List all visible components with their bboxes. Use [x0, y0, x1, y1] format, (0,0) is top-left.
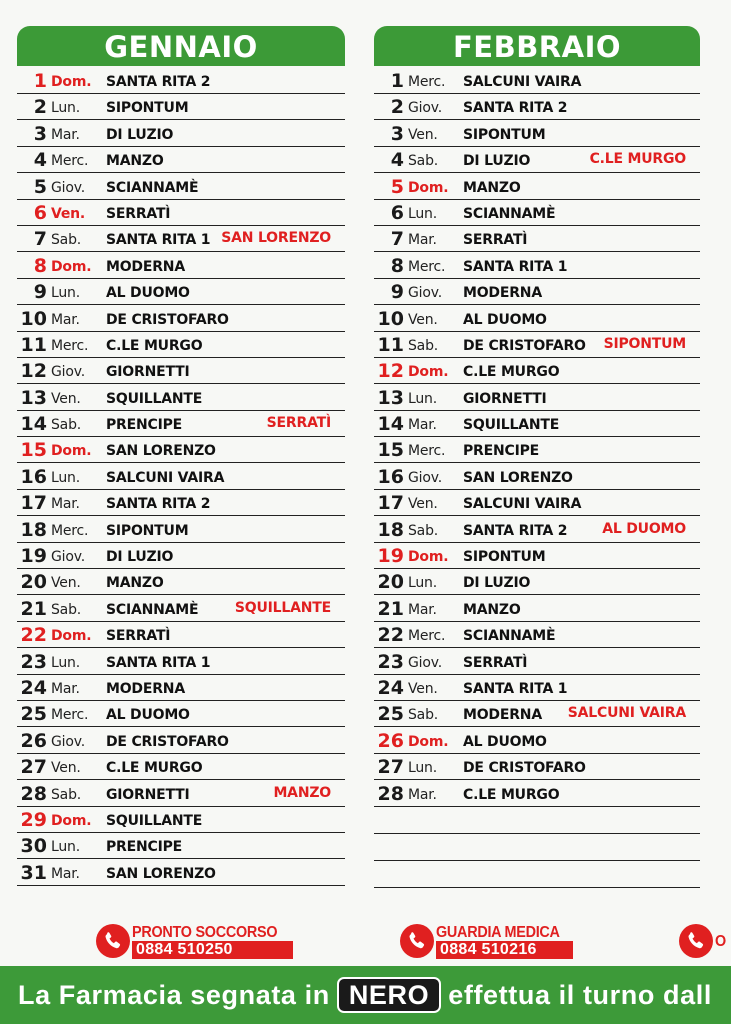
- weekday: Merc.: [51, 337, 89, 354]
- day-list: [374, 66, 700, 888]
- day-row: [17, 332, 345, 358]
- pharmacy-name: SERRATÌ: [463, 232, 528, 249]
- day-row: [17, 411, 345, 437]
- weekday: Giov.: [51, 733, 85, 750]
- day-row: [17, 622, 345, 648]
- pharmacy-name: DI LUZIO: [463, 153, 531, 170]
- badge-title: O: [715, 932, 726, 950]
- day-number: 20: [20, 571, 47, 594]
- pharmacy-name: SQUILLANTE: [106, 812, 203, 829]
- day-row: [374, 279, 700, 305]
- weekday: Dom.: [51, 812, 92, 829]
- weekday: Giov.: [51, 364, 85, 381]
- day-number: 28: [377, 782, 404, 805]
- weekday: Lun.: [51, 654, 80, 671]
- day-row: [17, 833, 345, 859]
- weekday: Mar.: [408, 417, 437, 434]
- pharmacy-name: SANTA RITA 1: [106, 654, 211, 671]
- day-row: [17, 701, 345, 727]
- pharmacy-name: SERRATÌ: [463, 654, 528, 671]
- footer-text-after: effettua il turno dall: [448, 979, 712, 1010]
- emergency-badge-pronto-soccorso: [96, 920, 293, 962]
- day-row: [17, 727, 345, 753]
- weekday: Merc.: [51, 707, 89, 724]
- emergency-badge-guardia-medica: [400, 920, 573, 962]
- day-row: [17, 675, 345, 701]
- day-row: [374, 173, 700, 199]
- pharmacy-name: AL DUOMO: [106, 707, 190, 724]
- weekday: Lun.: [408, 760, 437, 777]
- day-number: 10: [377, 307, 404, 330]
- weekday: Mar.: [51, 496, 80, 513]
- pharmacy-name: C.LE MURGO: [106, 760, 203, 777]
- weekday: Giov.: [408, 100, 442, 117]
- day-row: [17, 543, 345, 569]
- day-row: [17, 200, 345, 226]
- day-list: [17, 66, 345, 886]
- weekday: Merc.: [51, 153, 89, 170]
- day-row: [374, 622, 700, 648]
- pharmacy-name: SANTA RITA 1: [463, 680, 568, 697]
- weekday: Dom.: [408, 179, 449, 196]
- weekday: Giov.: [408, 285, 442, 302]
- day-number: 20: [377, 571, 404, 594]
- weekday: Sab.: [51, 786, 82, 803]
- badge-phone: 0884 510216: [436, 941, 573, 959]
- day-number: 18: [377, 518, 404, 541]
- day-number: 13: [377, 386, 404, 409]
- weekday: Sab.: [51, 417, 82, 434]
- day-row: [17, 384, 345, 410]
- pharmacy-name: GIORNETTI: [463, 390, 547, 407]
- day-number: 6: [33, 201, 47, 224]
- day-number: 12: [377, 360, 404, 383]
- day-row: [374, 411, 700, 437]
- day-row: [17, 94, 345, 120]
- phone-icon: [400, 924, 434, 958]
- day-row: [374, 595, 700, 621]
- day-row: [17, 147, 345, 173]
- day-row: [17, 463, 345, 489]
- day-number: 23: [377, 650, 404, 673]
- day-row: [17, 569, 345, 595]
- weekday: Ven.: [408, 680, 438, 697]
- badge-phone: 0884 510250: [132, 941, 293, 959]
- day-number: 6: [390, 201, 404, 224]
- weekday: Merc.: [51, 522, 89, 539]
- weekday: Merc.: [408, 74, 446, 90]
- month-january: [17, 26, 345, 886]
- pharmacy-name: DI LUZIO: [463, 575, 531, 592]
- weekday: Dom.: [408, 364, 449, 381]
- day-number: 8: [33, 254, 47, 277]
- day-number: 31: [20, 861, 47, 884]
- empty-row: [374, 807, 700, 834]
- pharmacy-name: DI LUZIO: [106, 549, 174, 566]
- pharmacy-name: SQUILLANTE: [463, 417, 560, 434]
- month-title: GENNAIO: [17, 26, 345, 66]
- day-row: [374, 780, 700, 806]
- weekday: Sab.: [408, 707, 439, 724]
- weekday: Lun.: [408, 575, 437, 592]
- pharmacy-name: SERRATÌ: [106, 205, 171, 222]
- day-row: [374, 543, 700, 569]
- weekday: Mar.: [51, 680, 80, 697]
- pharmacy-name: DE CRISTOFARO: [463, 760, 586, 777]
- day-number: 30: [20, 835, 47, 858]
- pharmacy-name: C.LE MURGO: [463, 786, 560, 803]
- pharmacy-name: SANTA RITA 2: [463, 522, 568, 539]
- pharmacy-name: SIPONTUM: [463, 549, 546, 566]
- day-number: 19: [377, 545, 404, 568]
- day-row: [374, 358, 700, 384]
- phone-icon: [679, 924, 713, 958]
- day-row: [17, 754, 345, 780]
- day-number: 25: [20, 703, 47, 726]
- day-row: [17, 595, 345, 621]
- alternate-pharmacy: MANZO: [273, 784, 331, 801]
- weekday: Giov.: [51, 179, 85, 196]
- day-number: 5: [33, 175, 47, 198]
- pharmacy-name: PRENCIPE: [106, 839, 183, 856]
- pharmacy-name: PRENCIPE: [106, 417, 183, 434]
- day-row: [374, 332, 700, 358]
- weekday: Mar.: [408, 786, 437, 803]
- alternate-pharmacy: SERRATÌ: [266, 415, 331, 432]
- pharmacy-name: SANTA RITA 2: [463, 100, 568, 117]
- day-row: [17, 358, 345, 384]
- day-row: [374, 120, 700, 146]
- day-row: [374, 754, 700, 780]
- day-number: 16: [377, 465, 404, 488]
- day-row: [374, 648, 700, 674]
- badge-title: PRONTO SOCCORSO: [132, 923, 278, 941]
- weekday: Ven.: [408, 311, 438, 328]
- weekday: Dom.: [408, 549, 449, 566]
- day-number: 2: [33, 96, 47, 119]
- day-number: 13: [20, 386, 47, 409]
- day-number: 24: [377, 676, 404, 699]
- alternate-pharmacy: C.LE MURGO: [589, 151, 686, 168]
- day-row: [374, 569, 700, 595]
- weekday: Merc.: [408, 443, 446, 460]
- weekday: Lun.: [51, 285, 80, 302]
- weekday: Sab.: [408, 153, 439, 170]
- pharmacy-name: GIORNETTI: [106, 786, 190, 803]
- weekday: Dom.: [51, 443, 92, 460]
- alternate-pharmacy: AL DUOMO: [602, 520, 686, 537]
- weekday: Giov.: [51, 549, 85, 566]
- day-number: 14: [377, 413, 404, 436]
- day-row: [374, 226, 700, 252]
- footer-text-before: La Farmacia segnata in: [18, 979, 330, 1010]
- day-row: [17, 490, 345, 516]
- pharmacy-name: SANTA RITA 1: [463, 258, 568, 275]
- pharmacy-name: MANZO: [106, 575, 164, 592]
- weekday: Ven.: [51, 205, 86, 222]
- day-row: [17, 279, 345, 305]
- day-row: [17, 807, 345, 833]
- pharmacy-name: MODERNA: [463, 707, 542, 724]
- day-row: [374, 200, 700, 226]
- weekday: Lun.: [51, 839, 80, 856]
- day-number: 10: [20, 307, 47, 330]
- day-row: [374, 66, 700, 94]
- pharmacy-name: MANZO: [463, 601, 521, 618]
- day-number: 23: [20, 650, 47, 673]
- day-number: 1: [390, 70, 404, 92]
- weekday: Mar.: [51, 311, 80, 328]
- emergency-badge-cut: [679, 920, 731, 962]
- pharmacy-name: SERRATÌ: [106, 628, 171, 645]
- pharmacy-name: DI LUZIO: [106, 126, 174, 143]
- weekday: Sab.: [51, 232, 82, 249]
- weekday: Dom.: [51, 258, 92, 275]
- day-number: 5: [390, 175, 404, 198]
- pharmacy-name: SQUILLANTE: [106, 390, 203, 407]
- pharmacy-name: AL DUOMO: [463, 733, 547, 750]
- day-number: 3: [390, 122, 404, 145]
- weekday: Mar.: [408, 601, 437, 618]
- day-number: 16: [20, 465, 47, 488]
- footer-banner: [0, 966, 731, 1024]
- day-row: [374, 94, 700, 120]
- day-number: 8: [390, 254, 404, 277]
- weekday: Sab.: [408, 337, 439, 354]
- weekday: Giov.: [408, 654, 442, 671]
- pharmacy-name: MODERNA: [106, 680, 185, 697]
- weekday: Giov.: [408, 469, 442, 486]
- day-number: 11: [377, 333, 404, 356]
- alternate-pharmacy: SALCUNI VAIRA: [567, 705, 686, 722]
- pharmacy-name: SANTA RITA 2: [106, 496, 211, 513]
- weekday: Ven.: [51, 760, 81, 777]
- day-number: 22: [377, 624, 404, 647]
- day-number: 21: [20, 597, 47, 620]
- pharmacy-name: DE CRISTOFARO: [106, 733, 229, 750]
- day-row: [17, 437, 345, 463]
- pharmacy-name: SALCUNI VAIRA: [463, 74, 582, 90]
- pharmacy-name: DE CRISTOFARO: [106, 311, 229, 328]
- day-row: [374, 384, 700, 410]
- pharmacy-name: MODERNA: [106, 258, 185, 275]
- pharmacy-name: SALCUNI VAIRA: [106, 469, 225, 486]
- day-row: [17, 516, 345, 542]
- weekday: Mar.: [51, 865, 80, 882]
- day-number: 9: [33, 281, 47, 304]
- day-number: 12: [20, 360, 47, 383]
- day-number: 28: [20, 782, 47, 805]
- weekday: Dom.: [51, 628, 92, 645]
- pharmacy-name: C.LE MURGO: [106, 337, 203, 354]
- day-number: 18: [20, 518, 47, 541]
- day-row: [374, 147, 700, 173]
- weekday: Dom.: [51, 74, 92, 90]
- day-row: [17, 780, 345, 806]
- day-number: 4: [390, 149, 404, 172]
- weekday: Mar.: [51, 126, 80, 143]
- alternate-pharmacy: SAN LORENZO: [221, 230, 331, 247]
- day-number: 15: [377, 439, 404, 462]
- day-number: 26: [20, 729, 47, 752]
- weekday: Lun.: [51, 100, 80, 117]
- day-row: [374, 490, 700, 516]
- day-row: [17, 859, 345, 885]
- day-row: [17, 173, 345, 199]
- alternate-pharmacy: SQUILLANTE: [234, 599, 331, 616]
- pharmacy-name: SANTA RITA 2: [106, 74, 211, 90]
- month-february: [374, 26, 700, 888]
- pharmacy-name: AL DUOMO: [106, 285, 190, 302]
- weekday: Ven.: [408, 496, 438, 513]
- day-number: 3: [33, 122, 47, 145]
- day-row: [17, 305, 345, 331]
- day-row: [374, 701, 700, 727]
- pharmacy-name: SIPONTUM: [106, 522, 189, 539]
- day-number: 24: [20, 676, 47, 699]
- pharmacy-name: GIORNETTI: [106, 364, 190, 381]
- day-number: 27: [20, 756, 47, 779]
- day-number: 15: [20, 439, 47, 462]
- pharmacy-name: C.LE MURGO: [463, 364, 560, 381]
- pharmacy-name: AL DUOMO: [463, 311, 547, 328]
- weekday: Lun.: [408, 205, 437, 222]
- pharmacy-name: DE CRISTOFARO: [463, 337, 586, 354]
- pharmacy-name: SAN LORENZO: [106, 443, 216, 460]
- day-number: 19: [20, 545, 47, 568]
- weekday: Merc.: [408, 628, 446, 645]
- pharmacy-name: PRENCIPE: [463, 443, 540, 460]
- day-number: 2: [390, 96, 404, 119]
- day-number: 26: [377, 729, 404, 752]
- day-row: [374, 305, 700, 331]
- day-row: [374, 727, 700, 753]
- day-row: [17, 120, 345, 146]
- badge-title: GUARDIA MEDICA: [436, 923, 560, 941]
- day-row: [374, 463, 700, 489]
- pharmacy-name: SAN LORENZO: [463, 469, 573, 486]
- weekday: Ven.: [408, 126, 438, 143]
- day-number: 7: [33, 228, 47, 251]
- pharmacy-name: MODERNA: [463, 285, 542, 302]
- alternate-pharmacy: SIPONTUM: [603, 335, 686, 352]
- day-number: 21: [377, 597, 404, 620]
- day-number: 14: [20, 413, 47, 436]
- day-row: [374, 516, 700, 542]
- day-row: [374, 437, 700, 463]
- day-number: 9: [390, 281, 404, 304]
- day-number: 22: [20, 624, 47, 647]
- weekday: Lun.: [51, 469, 80, 486]
- day-number: 4: [33, 149, 47, 172]
- day-number: 7: [390, 228, 404, 251]
- pharmacy-name: SCIANNAMÈ: [106, 601, 199, 618]
- empty-row: [374, 861, 700, 888]
- day-row: [374, 252, 700, 278]
- day-number: 25: [377, 703, 404, 726]
- pharmacy-name: SCIANNAMÈ: [106, 179, 199, 196]
- footer-highlight: NERO: [337, 977, 441, 1013]
- pharmacy-name: SALCUNI VAIRA: [463, 496, 582, 513]
- day-row: [17, 648, 345, 674]
- weekday: Mar.: [408, 232, 437, 249]
- empty-row: [374, 834, 700, 861]
- pharmacy-name: SCIANNAMÈ: [463, 628, 556, 645]
- day-number: 17: [20, 492, 47, 515]
- day-number: 27: [377, 756, 404, 779]
- phone-icon: [96, 924, 130, 958]
- weekday: Merc.: [408, 258, 446, 275]
- day-number: 11: [20, 333, 47, 356]
- month-title: FEBBRAIO: [374, 26, 700, 66]
- pharmacy-name: MANZO: [463, 179, 521, 196]
- pharmacy-name: SAN LORENZO: [106, 865, 216, 882]
- pharmacy-name: SIPONTUM: [106, 100, 189, 117]
- day-number: 1: [33, 70, 47, 92]
- pharmacy-name: SCIANNAMÈ: [463, 205, 556, 222]
- pharmacy-name: MANZO: [106, 153, 164, 170]
- weekday: Dom.: [408, 733, 449, 750]
- weekday: Lun.: [408, 390, 437, 407]
- weekday: Ven.: [51, 390, 81, 407]
- weekday: Sab.: [51, 601, 82, 618]
- day-row: [17, 252, 345, 278]
- day-row: [17, 66, 345, 94]
- pharmacy-name: SANTA RITA 1: [106, 232, 211, 249]
- weekday: Sab.: [408, 522, 439, 539]
- day-number: 17: [377, 492, 404, 515]
- weekday: Ven.: [51, 575, 81, 592]
- pharmacy-name: SIPONTUM: [463, 126, 546, 143]
- day-number: 29: [20, 808, 47, 831]
- day-row: [374, 675, 700, 701]
- day-row: [17, 226, 345, 252]
